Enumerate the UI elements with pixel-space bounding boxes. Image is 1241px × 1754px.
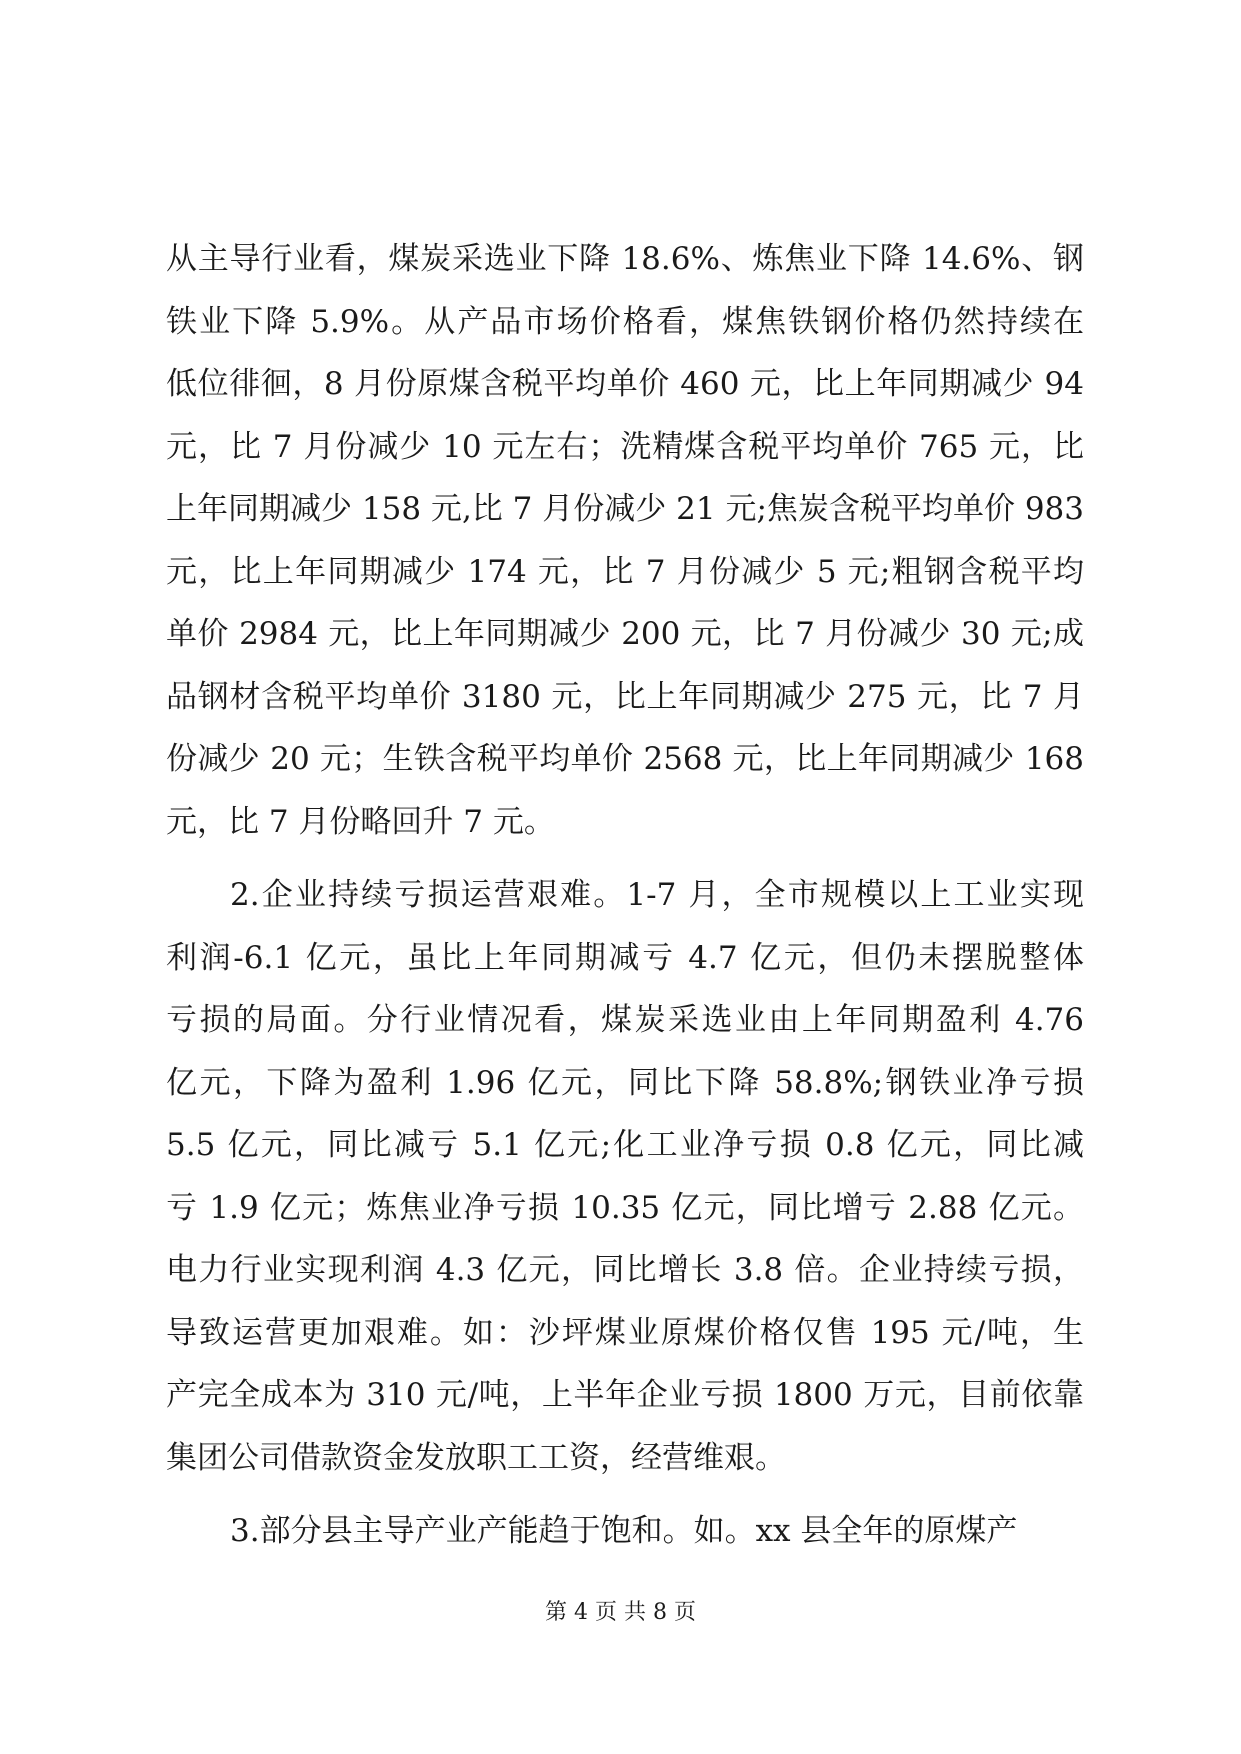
paragraph-gap — [166, 1489, 1084, 1500]
paragraph-gap — [166, 853, 1084, 864]
line-text: 亿元，下降为盈利 1.96 亿元，同比下降 58.8%;钢铁业净亏损 — [166, 1064, 1084, 1101]
text-line — [166, 1364, 1084, 1427]
line-text: 亏 1.9 亿元；炼焦业净亏损 10.35 亿元，同比增亏 2.88 亿元。 — [166, 1189, 1084, 1226]
line-text: 导致运营更加艰难。如：沙坪煤业原煤价格仅售 195 元/吨，生 — [166, 1314, 1084, 1351]
line-text: 元，比上年同期减少 174 元，比 7 月份减少 5 元;粗钢含税平均 — [166, 553, 1084, 590]
line-text: 份减少 20 元；生铁含税平均单价 2568 元，比上年同期减少 168 — [166, 741, 1084, 777]
line-text: 品钢材含税平均单价 3180 元，比上年同期减少 275 元，比 7 月 — [166, 678, 1084, 715]
text-line — [166, 416, 1084, 479]
text-line — [166, 353, 1084, 416]
text-line — [166, 478, 1084, 541]
line-text: 单价 2984 元，比上年同期减少 200 元，比 7 月份减少 30 元;成 — [166, 616, 1084, 652]
line-text: 2.企业持续亏损运营艰难。1-7 月，全市规模以上工业实现 — [230, 877, 1084, 913]
text-line — [166, 1239, 1084, 1302]
line-text: 利润-6.1 亿元，虽比上年同期减亏 4.7 亿元，但仍未摆脱整体 — [166, 939, 1084, 976]
text-line — [166, 666, 1084, 729]
line-text: 铁业下降 5.9%。从产品市场价格看，煤焦铁钢价格仍然持续在 — [166, 303, 1084, 340]
text-line — [166, 728, 1084, 791]
text-line — [166, 541, 1084, 604]
text-line — [166, 291, 1084, 354]
line-text: 3.部分县主导产业产能趋于饱和。如。xx 县全年的原煤产 — [230, 1513, 1018, 1549]
text-line — [166, 1052, 1084, 1115]
text-line — [166, 603, 1084, 666]
text-line — [166, 1177, 1084, 1240]
line-text: 电力行业实现利润 4.3 亿元，同比增长 3.8 倍。企业持续亏损， — [166, 1252, 1084, 1288]
line-text: 产完全成本为 310 元/吨，上半年企业亏损 1800 万元，目前依靠 — [166, 1377, 1084, 1413]
paragraph — [166, 864, 1084, 1489]
line-text: 集团公司借款资金发放职工工资，经营维艰。 — [166, 1439, 786, 1476]
text-line — [166, 1427, 1084, 1490]
text-line — [166, 989, 1084, 1052]
line-text: 从主导行业看，煤炭采选业下降 18.6%、炼焦业下降 14.6%、钢 — [166, 241, 1084, 277]
text-line — [166, 228, 1084, 291]
page-footer: 第 4 页 共 8 页 — [545, 1600, 696, 1625]
line-text: 亏损的局面。分行业情况看，煤炭采选业由上年同期盈利 4.76 — [166, 1002, 1084, 1038]
text-line — [166, 1302, 1084, 1365]
text-line — [166, 1500, 1084, 1563]
document-body — [166, 228, 1084, 1563]
line-text: 元，比 7 月份略回升 7 元。 — [166, 803, 555, 840]
line-text: 上年同期减少 158 元,比 7 月份减少 21 元;焦炭含税平均单价 983 — [166, 491, 1084, 527]
text-line — [166, 1114, 1084, 1177]
paragraph — [166, 228, 1084, 853]
text-line — [166, 791, 1084, 854]
paragraph — [166, 1500, 1084, 1563]
line-text: 元，比 7 月份减少 10 元左右；洗精煤含税平均单价 765 元，比 — [166, 428, 1084, 465]
text-line — [166, 864, 1084, 927]
text-line — [166, 927, 1084, 990]
line-text: 5.5 亿元，同比减亏 5.1 亿元;化工业净亏损 0.8 亿元，同比减 — [166, 1127, 1084, 1163]
line-text: 低位徘徊，8 月份原煤含税平均单价 460 元，比上年同期减少 94 — [166, 366, 1084, 402]
